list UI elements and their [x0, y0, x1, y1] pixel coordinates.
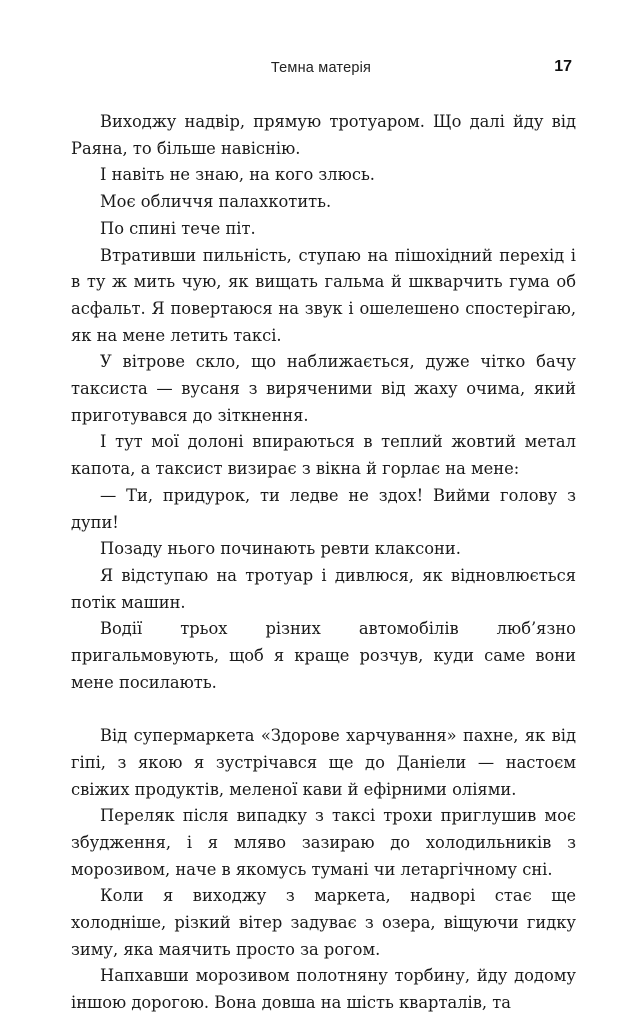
- paragraph: Коли я виходжу з маркета, надворі стає ще холодніше, різкий вітер задуває з озера, віщуючи гидку зиму, яка маячить просто за рогом.: [71, 886, 576, 959]
- paragraph: Напхавши морозивом полотняну торбину, йду додому іншою дорогою. Вона довша на шість кварталів, та: [71, 966, 576, 1013]
- paragraph: Втративши пильність, ступаю на пішохідний перехід і в ту ж мить чую, як вищать гальма й шкварчить гума об асфальт. Я повертаюся на звук і ошелешено спостерігаю, як на мене летить таксі.: [71, 245, 576, 345]
- paragraph: Виходжу надвір, прямую тротуаром. Що далі йду від Раяна, то більше навіснію.: [71, 112, 576, 158]
- paragraph: Водії трьох різних автомобілів люб’язно пригальмовують, щоб я краще розчув, куди саме вони мене посилають.: [71, 619, 576, 692]
- body-text: [71, 109, 576, 1017]
- page-number: 17: [554, 58, 572, 75]
- running-head-title: Темна матерія: [270, 60, 372, 76]
- paragraph: Моє обличчя палахкотить.: [100, 192, 332, 212]
- paragraph: Переляк після випадку з таксі трохи приглушив моє збудження, і я мляво зазираю до холодильників з морозивом, наче в якомусь тумані чи летаргічному сні.: [71, 806, 576, 879]
- paragraph: По спині тече піт.: [100, 218, 256, 238]
- paragraph: Я відступаю на тротуар і дивлюся, як відновлюється потік машин.: [71, 565, 576, 612]
- paragraph: Від супермаркета «Здорове харчування» пахне, як від гіпі, з якою я зустрічався ще до Даніели — настоєм свіжих продуктів, меленої кави й ефірними оліями.: [71, 726, 576, 799]
- paragraph: У вітрове скло, що наближається, дуже чітко бачу таксиста — вусаня з виряченими від жаху очима, який приготувався до зіткнення.: [71, 352, 576, 425]
- paragraph: Позаду нього починають ревти клаксони.: [100, 539, 461, 559]
- section-break: [71, 696, 576, 723]
- paragraph: І навіть не знаю, на кого злюсь.: [100, 165, 375, 185]
- paragraph: — Ти, придурок, ти ледве не здох! Вийми голову з дупи!: [71, 485, 576, 532]
- paragraph: І тут мої долоні впираються в теплий жовтий метал капота, а таксист визирає з вікна й горлає на мене:: [71, 432, 576, 479]
